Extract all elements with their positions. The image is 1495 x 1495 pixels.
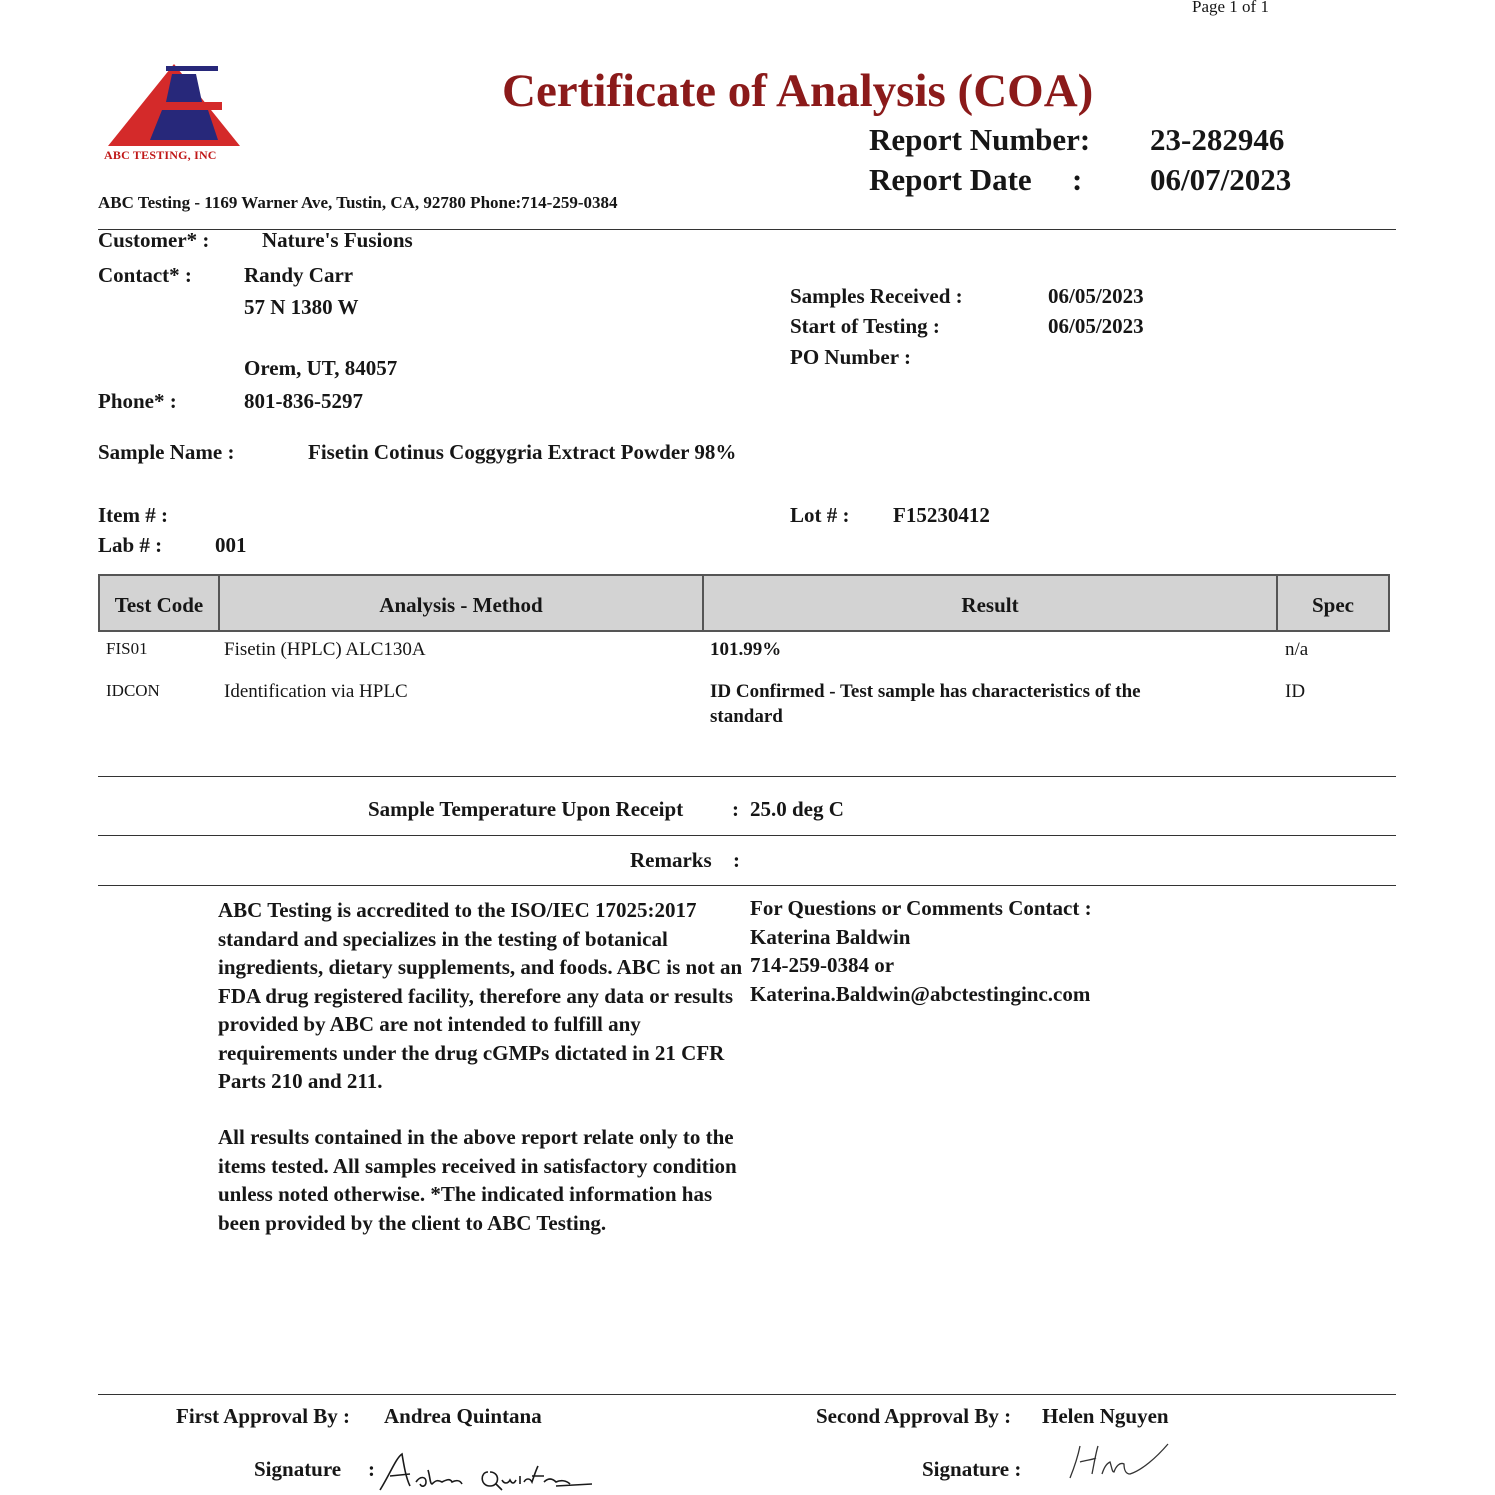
divider	[98, 885, 1396, 886]
abc-testing-logo	[100, 62, 248, 162]
report-date-colon: :	[1072, 162, 1083, 197]
report-number-value: 23-282946	[1150, 122, 1285, 157]
second-signature	[1066, 1440, 1172, 1482]
second-approval-name: Helen Nguyen	[1042, 1404, 1169, 1428]
report-date-label: Report Date	[869, 162, 1032, 197]
phone-label: Phone* :	[98, 389, 177, 413]
row-test-code: FIS01	[106, 639, 148, 658]
row-result: ID Confirmed - Test sample has characteristics of the	[710, 681, 1141, 702]
row-result: 101.99%	[710, 639, 782, 660]
results-table-header	[98, 574, 1390, 632]
col-header-result: Result	[961, 593, 1019, 617]
report-number-label: Report Number:	[869, 122, 1091, 157]
sample-name-value: Fisetin Cotinus Coggygria Extract Powder 98%	[308, 440, 737, 464]
samples-received-label: Samples Received :	[790, 284, 963, 308]
accreditation-paragraph: ABC Testing is accredited to the ISO/IEC 17025:2017 standard and specializes in the testing of botanical ingredients, dietary supplements, and foods. ABC is not an FDA drug registered facility, therefore any data or results provided by ABC are not intended to fulfill any requirements under the drug cGMPs dictated in 21 CFR Parts 210 and 211.	[218, 898, 743, 1093]
row-method: Fisetin (HPLC) ALC130A	[224, 639, 426, 660]
row-test-code: IDCON	[106, 681, 160, 700]
lot-number-value: F15230412	[893, 503, 990, 527]
row-spec: ID	[1285, 681, 1306, 702]
temperature-colon: :	[732, 797, 739, 821]
item-number-label: Item # :	[98, 503, 168, 527]
samples-received-value: 06/05/2023	[1048, 284, 1144, 308]
contact-heading: For Questions or Comments Contact :	[750, 896, 1092, 920]
contact-address-line2: Orem, UT, 84057	[244, 356, 398, 380]
lab-number-value: 001	[215, 533, 247, 557]
report-date-value: 06/07/2023	[1150, 162, 1292, 197]
contact-phone: 714-259-0384 or	[750, 953, 895, 977]
divider	[98, 835, 1396, 836]
start-testing-label: Start of Testing :	[790, 314, 940, 338]
divider	[98, 776, 1396, 777]
col-header-test-code: Test Code	[114, 593, 204, 617]
first-signature-label: Signature	[254, 1457, 342, 1481]
second-signature-label: Signature :	[922, 1457, 1022, 1481]
contact-address-line1: 57 N 1380 W	[244, 295, 359, 319]
customer-value: Nature's Fusions	[262, 228, 413, 252]
lab-number-label: Lab # :	[98, 533, 163, 557]
first-approval-name: Andrea Quintana	[384, 1404, 542, 1428]
page-number: Page 1 of 1	[1192, 0, 1269, 16]
contact-name: Randy Carr	[244, 263, 354, 287]
lab-address: ABC Testing - 1169 Warner Ave, Tustin, CA, 92780 Phone:714-259-0384	[98, 193, 618, 212]
row-method: Identification via HPLC	[224, 681, 408, 702]
contact-label: Contact* :	[98, 263, 192, 287]
customer-label: Customer* :	[98, 228, 210, 252]
approval-divider	[98, 1394, 1396, 1395]
remarks-label: Remarks	[630, 848, 712, 872]
first-signature	[376, 1446, 598, 1494]
remarks-colon: :	[733, 848, 740, 872]
start-testing-value: 06/05/2023	[1048, 314, 1144, 338]
document-title: Certificate of Analysis (COA)	[502, 65, 1094, 117]
col-header-spec: Spec	[1312, 593, 1354, 617]
row-spec: n/a	[1285, 639, 1309, 660]
po-number-label: PO Number :	[790, 345, 911, 369]
col-header-analysis-method: Analysis - Method	[379, 593, 543, 617]
results-disclaimer-paragraph: All results contained in the above report relate only to the items tested. All samples received in satisfactory condition unless noted otherwise. *The indicated information has been provided by the client to ABC Testing.	[218, 1125, 737, 1235]
first-approval-label: First Approval By :	[176, 1404, 351, 1428]
phone-value: 801-836-5297	[244, 389, 363, 413]
row-result-continued: standard	[710, 706, 783, 727]
logo-text: ABC TESTING, INC	[104, 148, 217, 162]
lot-number-label: Lot # :	[790, 503, 850, 527]
contact-email[interactable]: Katerina.Baldwin@abctestinginc.com	[750, 982, 1091, 1006]
contact-person: Katerina Baldwin	[750, 925, 911, 949]
temperature-label: Sample Temperature Upon Receipt	[368, 797, 684, 821]
sample-name-label: Sample Name :	[98, 440, 235, 464]
temperature-value: 25.0 deg C	[750, 797, 844, 821]
first-signature-colon: :	[368, 1457, 375, 1481]
second-approval-label: Second Approval By :	[816, 1404, 1012, 1428]
